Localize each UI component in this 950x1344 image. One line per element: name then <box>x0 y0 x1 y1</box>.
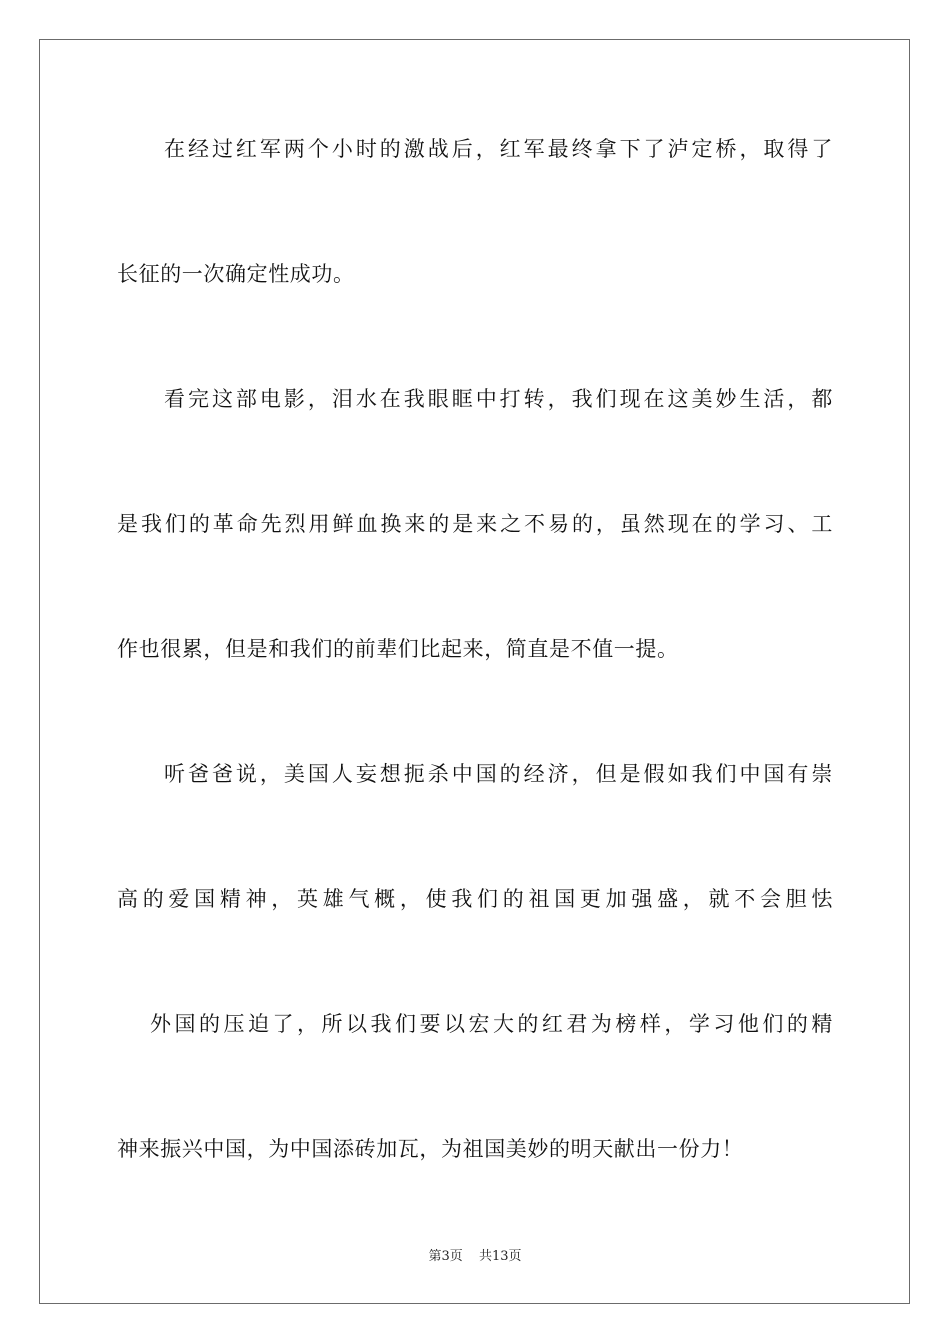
paragraph-line: 外国的压迫了，所以我们要以宏大的红君为榜样，学习他们的精 <box>150 1012 833 1036</box>
paragraph-line: 在经过红军两个小时的激战后，红军最终拿下了泸定桥，取得了 <box>164 137 833 161</box>
paragraph-line: 神来振兴中国，为中国添砖加瓦，为祖国美妙的明天献出一份力！ <box>117 1137 744 1161</box>
page-number: 第3页 <box>428 1249 463 1264</box>
paragraph-line: 高的爱国精神，英雄气概，使我们的祖国更加强盛，就不会胆怯 <box>117 887 833 911</box>
paragraph-line: 作也很累，但是和我们的前辈们比起来，简直是不值一提。 <box>117 637 679 661</box>
paragraph-line: 长征的一次确定性成功。 <box>117 262 355 286</box>
total-pages: 共13页 <box>478 1249 522 1264</box>
paragraph-line: 听爸爸说，美国人妄想扼杀中国的经济，但是假如我们中国有崇 <box>164 762 833 786</box>
paragraph-line: 是我们的革命先烈用鲜血换来的是来之不易的，虽然现在的学习、工 <box>117 512 833 536</box>
page-footer <box>0 1248 950 1266</box>
paragraph-line: 看完这部电影，泪水在我眼眶中打转，我们现在这美妙生活，都 <box>164 387 833 411</box>
page-border <box>39 39 910 1304</box>
